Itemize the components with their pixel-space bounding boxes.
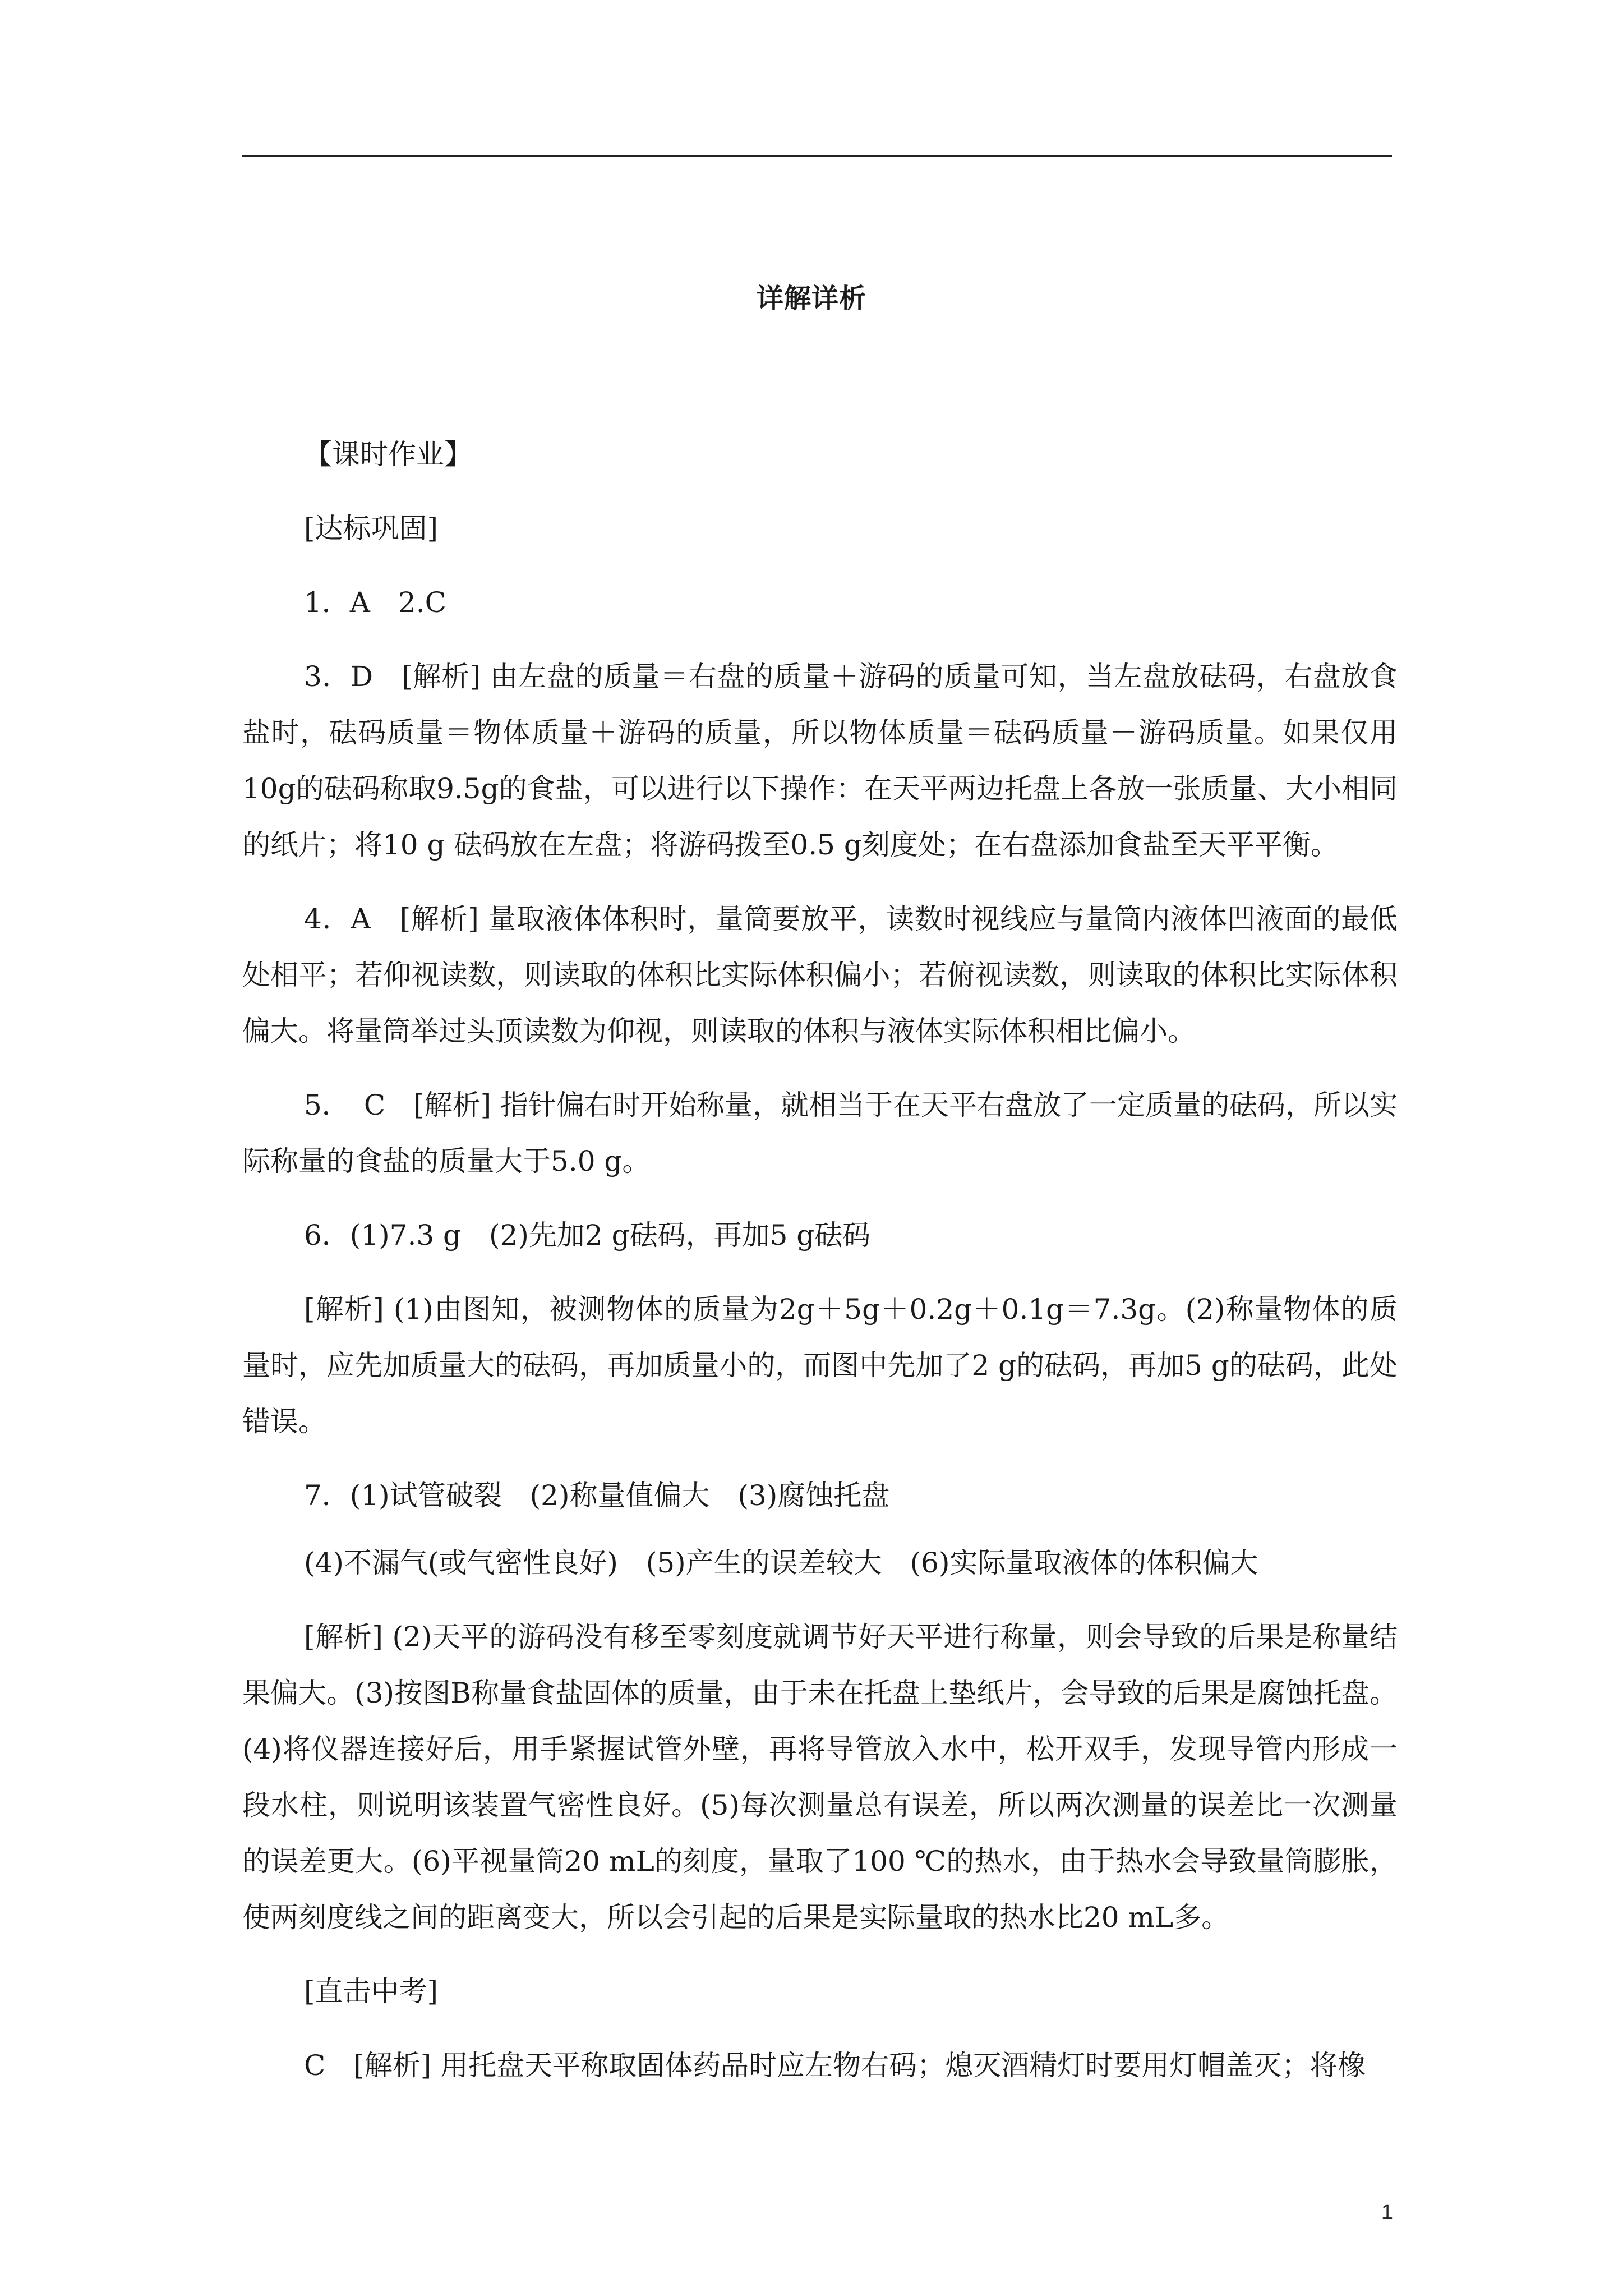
subsection-heading-exam: [直击中考] xyxy=(304,1975,439,2008)
document-title: 详解详析 xyxy=(756,283,866,314)
document-body xyxy=(242,426,1398,2093)
answer-3: 3．D [解析] 由左盘的质量＝右盘的质量＋游码的质量可知，当左盘放砝码，右盘放食盐时，砝码质量＝物体质量＋游码的质量，所以物体质量＝砝码质量－游码质量。如果仅用10g的砝码称取9.5g的食盐，可以进行以下操作：在天平两边托盘上各放一张质量、大小相同的纸片；将10 g 砝码放在左盘；将游码拨至0.5 g刻度处；在右盘添加食盐至天平平衡。 xyxy=(242,660,1398,861)
answer-6: 6．(1)7.3 g (2)先加2 g砝码，再加5 g砝码 xyxy=(304,1219,871,1251)
subsection-heading-consolidation: [达标巩固] xyxy=(304,512,439,545)
header-rule xyxy=(242,155,1392,157)
page-number: 1 xyxy=(1381,2201,1393,2224)
answer-6-analysis: [解析] (1)由图知，被测物体的质量为2g＋5g＋0.2g＋0.1g＝7.3g。(2)称量物体的质量时，应先加质量大的砝码，再加质量小的，而图中先加了2 g的砝码，再加5 g的砝码，此处错误。 xyxy=(242,1293,1398,1438)
exam-answer: C [解析] 用托盘天平称取固体药品时应左物右码；熄灭酒精灯时要用灯帽盖灭；将橡 xyxy=(304,2049,1366,2082)
answer-4: 4．A [解析] 量取液体体积时，量筒要放平，读数时视线应与量筒内液体凹液面的最低处相平；若仰视读数，则读取的体积比实际体积偏小；若俯视读数，则读取的体积比实际体积偏大。将量筒举过头顶读数为仰视，则读取的体积与液体实际体积相比偏小。 xyxy=(242,903,1398,1047)
answer-1-2: 1．A 2.C xyxy=(304,586,446,619)
answer-7-analysis: [解析] (2)天平的游码没有移至零刻度就调节好天平进行称量，则会导致的后果是称量结果偏大。(3)按图B称量食盐固体的质量，由于未在托盘上垫纸片，会导致的后果是腐蚀托盘。(4)将仪器连接好后，用手紧握试管外壁，再将导管放入水中，松开双手，发现导管内形成一段水柱，则说明该装置气密性良好。(5)每次测量总有误差，所以两次测量的误差比一次测量的误差更大。(6)平视量筒20 mL的刻度，量取了100 ℃的热水，由于热水会导致量筒膨胀，使两刻度线之间的距离变大，所以会引起的后果是实际量取的热水比20 mL多。 xyxy=(242,1621,1398,1934)
answer-7-part-2: (4)不漏气(或气密性良好) (5)产生的误差较大 (6)实际量取液体的体积偏大 xyxy=(304,1547,1258,1579)
answer-5: 5． C [解析] 指针偏右时开始称量，就相当于在天平右盘放了一定质量的砝码，所以实际称量的食盐的质量大于5.0 g。 xyxy=(242,1089,1398,1177)
answer-7-part-1: 7．(1)试管破裂 (2)称量值偏大 (3)腐蚀托盘 xyxy=(304,1479,890,1512)
section-heading-homework: 【课时作业】 xyxy=(304,438,472,471)
